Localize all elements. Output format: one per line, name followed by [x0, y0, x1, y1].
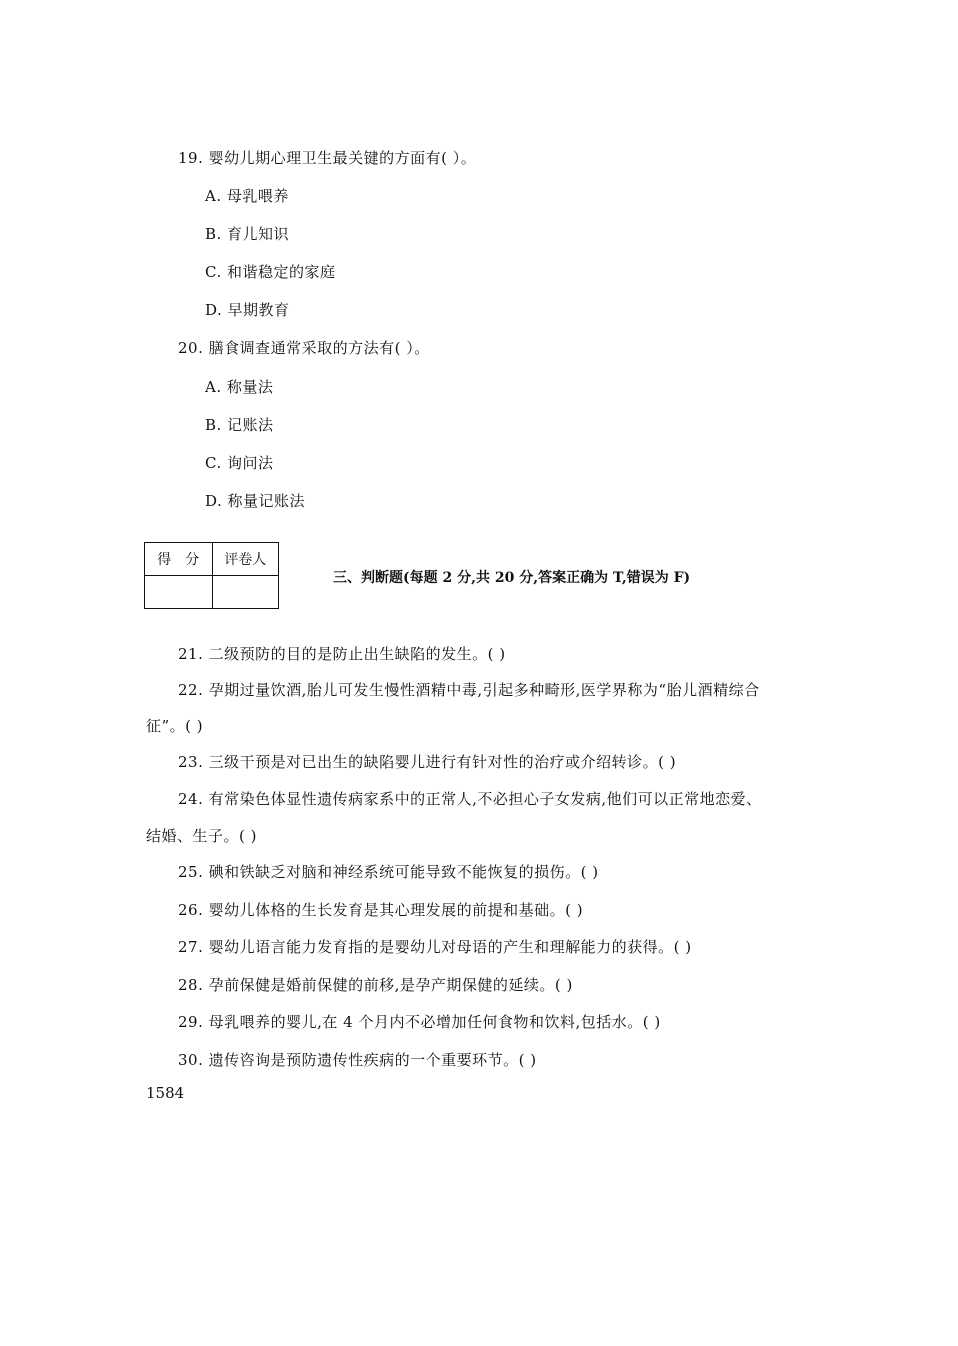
question-23: 23. 三级干预是对已出生的缺陷婴儿进行有针对性的治疗或介绍转诊。( ) — [178, 753, 677, 771]
score-box — [144, 542, 279, 609]
question-20-option-d: D. 称量记账法 — [205, 492, 306, 510]
question-28: 28. 孕前保健是婚前保健的前移,是孕产期保健的延续。( ) — [178, 976, 573, 994]
question-22-line-1: 22. 孕期过量饮酒,胎儿可发生慢性酒精中毒,引起多种畸形,医学界称为“胎儿酒精综合 — [178, 681, 760, 699]
question-20-option-b: B. 记账法 — [205, 416, 274, 434]
score-label: 得 分 — [145, 543, 213, 576]
question-19-option-c: C. 和谐稳定的家庭 — [205, 263, 336, 281]
question-19-option-b: B. 育儿知识 — [205, 225, 290, 243]
page-number: 1584 — [146, 1084, 185, 1102]
question-26: 26. 婴幼儿体格的生长发育是其心理发展的前提和基础。( ) — [178, 901, 584, 919]
question-20-option-c: C. 询问法 — [205, 454, 274, 472]
section-heading: 三、判断题(每题 2 分,共 20 分,答案正确为 T,错误为 F) — [333, 570, 691, 586]
question-20-stem: 20. 膳食调查通常采取的方法有( ）。 — [178, 339, 430, 357]
question-25: 25. 碘和铁缺乏对脑和神经系统可能导致不能恢复的损伤。( ) — [178, 863, 599, 881]
question-24-line-2: 结婚、生子。( ) — [146, 827, 257, 845]
question-20-option-a: A. 称量法 — [205, 378, 274, 396]
score-field[interactable] — [145, 576, 213, 609]
question-19-option-d: D. 早期教育 — [205, 301, 290, 319]
question-24-line-1: 24. 有常染色体显性遗传病家系中的正常人,不必担心子女发病,他们可以正常地恋爱、 — [178, 790, 762, 808]
question-30: 30. 遗传咨询是预防遗传性疾病的一个重要环节。( ) — [178, 1051, 537, 1069]
grader-field[interactable] — [212, 576, 278, 609]
question-19-stem: 19. 婴幼儿期心理卫生最关键的方面有( ）。 — [178, 149, 477, 167]
question-22-line-2: 征”。( ) — [146, 717, 204, 735]
question-27: 27. 婴幼儿语言能力发育指的是婴幼儿对母语的产生和理解能力的获得。( ) — [178, 938, 692, 956]
question-21: 21. 二级预防的目的是防止出生缺陷的发生。( ) — [178, 645, 506, 663]
question-29: 29. 母乳喂养的婴儿,在 4 个月内不必增加任何食物和饮料,包括水。( ) — [178, 1013, 661, 1031]
grader-label: 评卷人 — [212, 543, 278, 576]
question-19-option-a: A. 母乳喂养 — [205, 187, 289, 205]
